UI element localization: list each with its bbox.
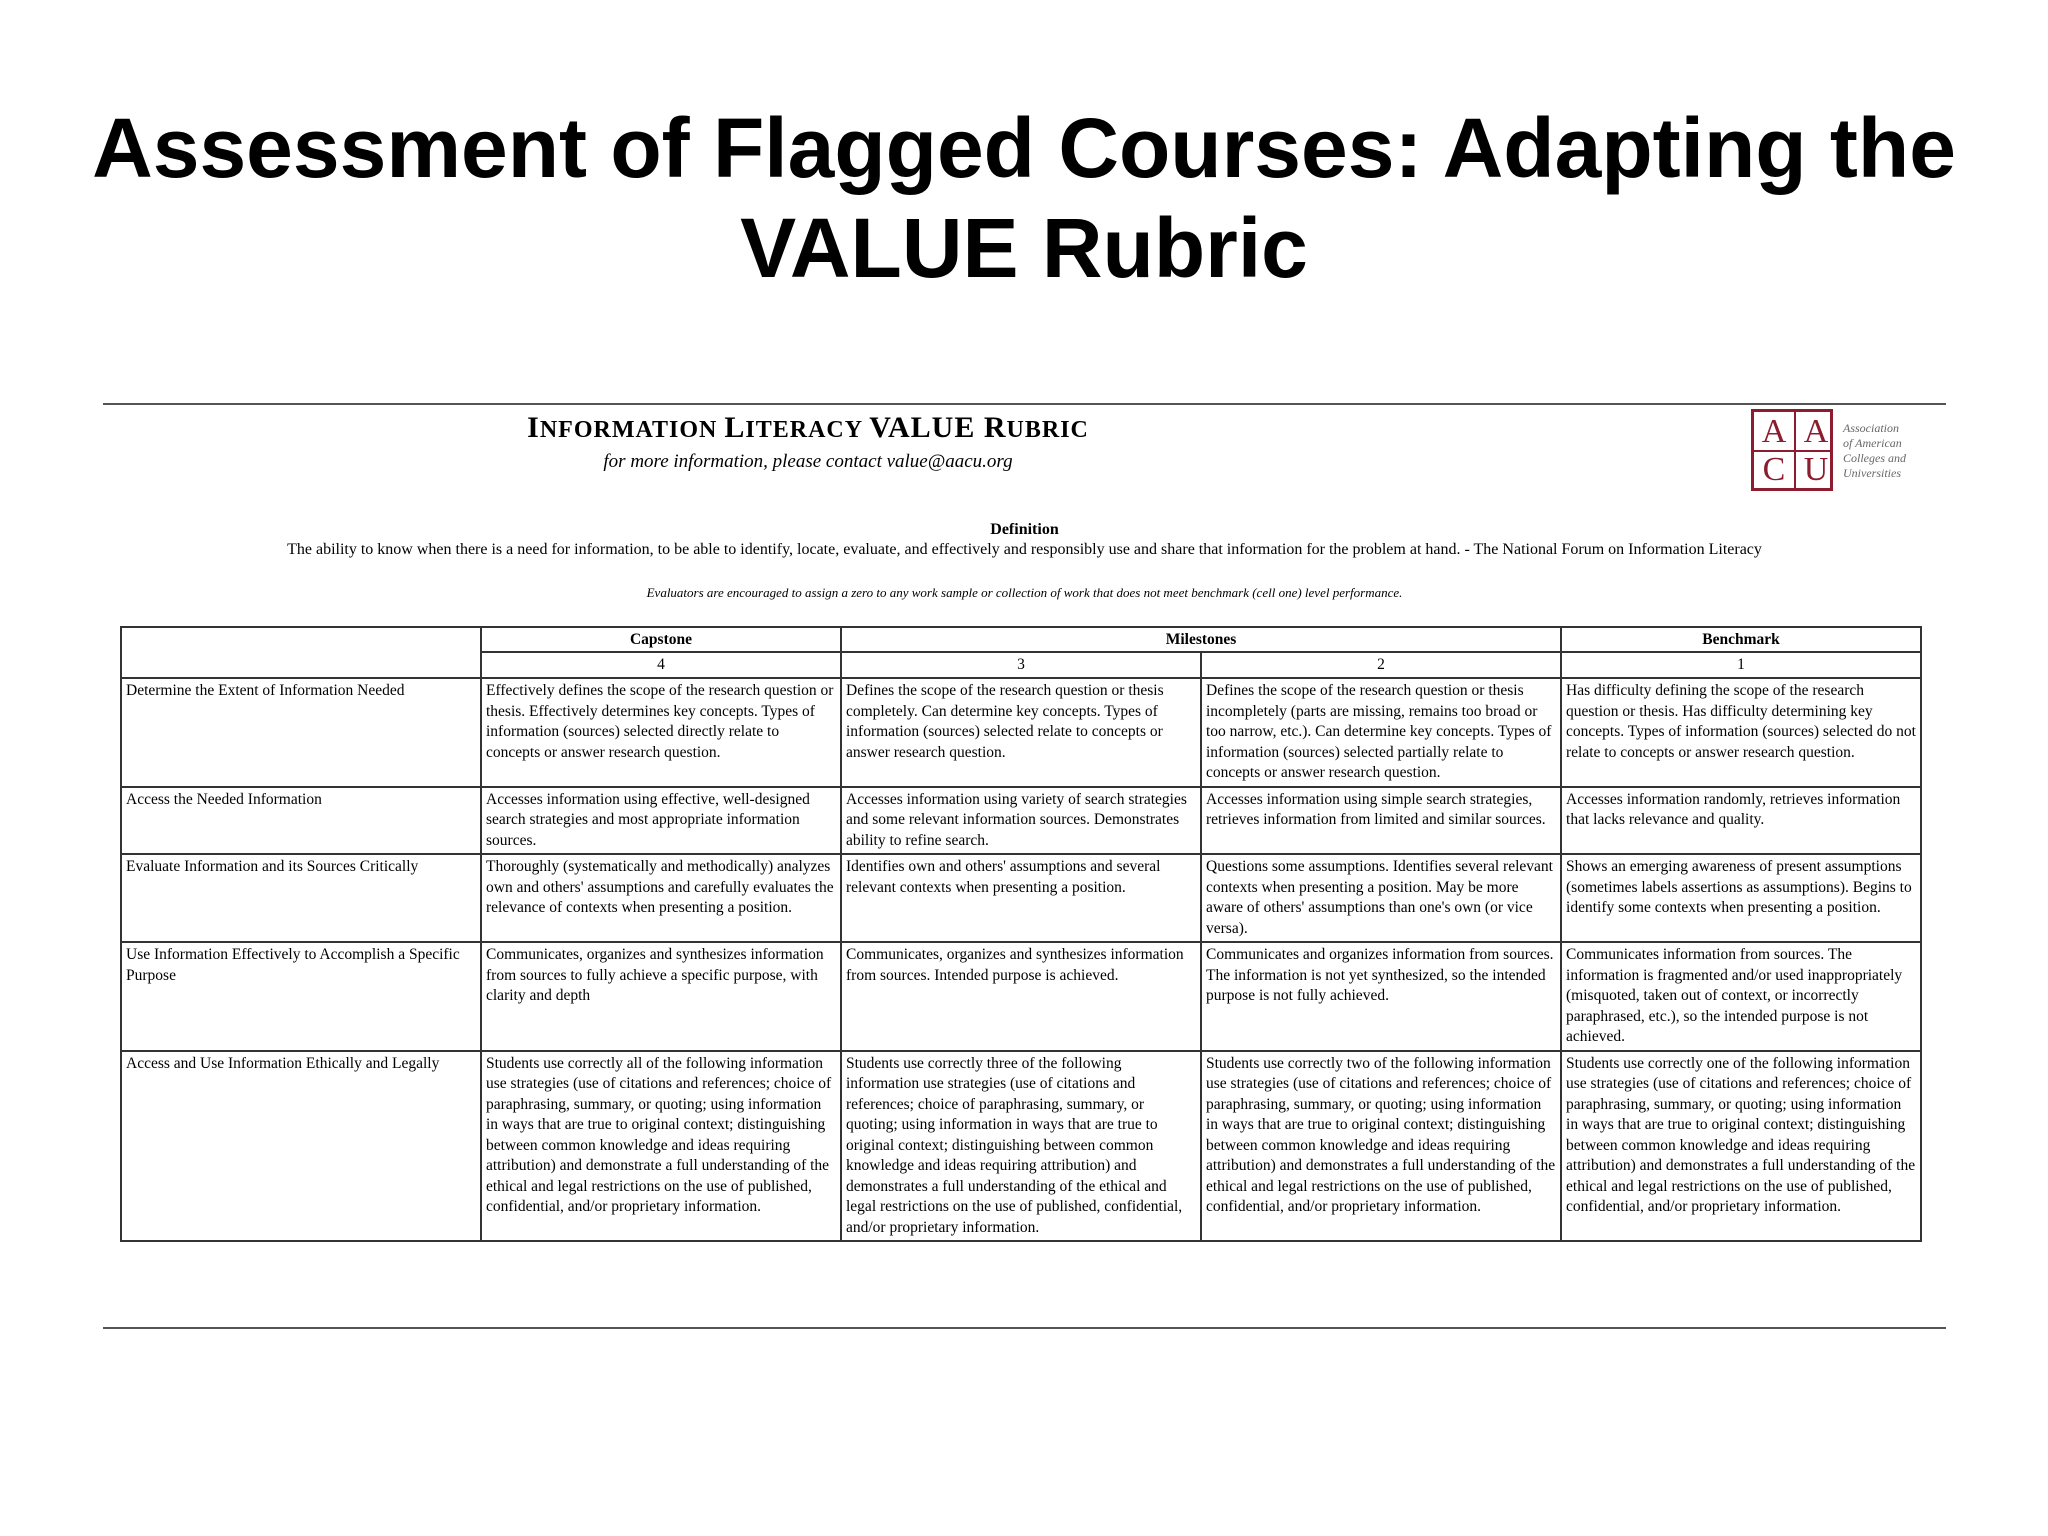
table-cell: Accesses information using simple search strategies, retrieves information from limited and similar sources. [1201,787,1561,855]
table-cell: Questions some assumptions. Identifies several relevant contexts when presenting a position. May be more aware of others' assumptions than one's own (or vice versa). [1201,854,1561,942]
table-cell: Accesses information using effective, well-designed search strategies and most appropriate information sources. [481,787,841,855]
level-1: 1 [1561,652,1921,679]
header-capstone: Capstone [481,627,841,652]
logo-text-line: Universities [1843,466,1901,480]
table-cell: Students use correctly two of the following information use strategies (use of citations and references; choice of paraphrasing, summary, or quoting; using information in ways that are true to original context; distinguishing between common knowledge and ideas requiring attribution) and demonstrates a full understanding of the ethical and legal restrictions on the use of published, confidential, and/or proprietary information. [1201,1051,1561,1242]
rubric-title-part: NFORMATION [539,417,725,443]
logo-letter: U [1794,450,1836,490]
bottom-divider [103,1327,1946,1329]
logo-text-line: Colleges and [1843,451,1906,465]
header-benchmark: Benchmark [1561,627,1921,652]
table-cell: Accesses information using variety of search strategies and some relevant information sources. Demonstrates ability to refine search. [841,787,1201,855]
table-row [121,942,1921,1051]
criterion-label: Use Information Effectively to Accomplish a Specific Purpose [121,942,481,1051]
table-cell: Defines the scope of the research question or thesis incompletely (parts are missing, remains too broad or too narrow, etc.). Can determine key concepts. Types of information (sources) selected partially relate to concepts or answer research question. [1201,678,1561,787]
logo-letter: A [1794,412,1836,452]
table-cell: Communicates information from sources. The information is fragmented and/or used inappropriately (misquoted, taken out of context, or incorrectly paraphrased, etc.), so the intended purpose is not achieved. [1561,942,1921,1051]
rubric-title-part: UBRIC [1006,417,1089,443]
table-cell: Defines the scope of the research question or thesis completely. Can determine key concepts. Types of information (sources) selected relate to concepts or answer research question. [841,678,1201,787]
rubric-image [103,405,1946,1325]
table-cell: Students use correctly one of the following information use strategies (use of citations and references; choice of paraphrasing, summary, or quoting; using information in ways that are true to original context; distinguishing between common knowledge and ideas requiring attribution) and demonstrates a full understanding of the ethical and legal restrictions on the use of published, confidential, and/or proprietary information. [1561,1051,1921,1242]
logo-text-line: Association [1843,421,1899,435]
rubric-title-part: R [983,411,1007,444]
rubric-title-part: VALUE [869,411,984,444]
level-2: 2 [1201,652,1561,679]
table-row [121,678,1921,787]
slide-title [0,98,2048,298]
table-cell: Shows an emerging awareness of present assumptions (sometimes labels assertions as assumptions). Begins to identify some contexts when presenting a position. [1561,854,1921,942]
level-4: 4 [481,652,841,679]
logo-letter: A [1761,413,1787,450]
criterion-label: Evaluate Information and its Sources Critically [121,854,481,942]
logo-text-line: of American [1843,436,1902,450]
table-cell: Thoroughly (systematically and methodically) analyzes own and others' assumptions and carefully evaluates the relevance of contexts when presenting a position. [481,854,841,942]
table-cell: Communicates, organizes and synthesizes information from sources to fully achieve a specific purpose, with clarity and depth [481,942,841,1051]
aacu-logo-mark [1751,409,1833,491]
header-row [121,627,1921,652]
definition-heading: Definition [990,521,1059,538]
criterion-label: Access the Needed Information [121,787,481,855]
definition-text: The ability to know when there is a need for information, to be able to identify, locate, evaluate, and effectively and responsibly use and share that information for the problem at hand. - The National Forum on Information Literacy [287,541,1762,558]
table-cell: Identifies own and others' assumptions and several relevant contexts when presenting a position. [841,854,1201,942]
rubric-contact: for more information, please contact value@aacu.org [603,451,1013,472]
slide-title-line-1: Assessment of Flagged Courses: Adapting the [92,101,1956,195]
aacu-logo-text [1843,421,1943,481]
table-cell: Communicates, organizes and synthesizes information from sources. Intended purpose is achieved. [841,942,1201,1051]
rubric-table [120,626,1922,1242]
rubric-title-part: ITERACY [745,417,870,443]
slide-title-line-2: VALUE Rubric [740,201,1308,295]
criterion-label: Determine the Extent of Information Needed [121,678,481,787]
table-row [121,787,1921,855]
table-cell: Has difficulty defining the scope of the research question or thesis. Has difficulty determining key concepts. Types of information (sources) selected do not relate to concepts or answer research question. [1561,678,1921,787]
rubric-title [103,411,1513,445]
table-row [121,854,1921,942]
table-cell: Students use correctly all of the following information use strategies (use of citations and references; choice of paraphrasing, summary, or quoting; using information in ways that are true to original context; distinguishing between common knowledge and ideas requiring attribution) and demonstrate a full understanding of the ethical and legal restrictions on the use of published, confidential, and/or proprietary information. [481,1051,841,1242]
table-row [121,1051,1921,1242]
aacu-logo [1751,409,1941,499]
table-cell: Communicates and organizes information from sources. The information is not yet synthesized, so the intended purpose is not fully achieved. [1201,942,1561,1051]
header-corner [121,627,481,678]
table-cell: Accesses information randomly, retrieves information that lacks relevance and quality. [1561,787,1921,855]
table-cell: Effectively defines the scope of the research question or thesis. Effectively determines key concepts. Types of information (sources) selected directly relate to concepts or answer research question. [481,678,841,787]
table-cell: Students use correctly three of the following information use strategies (use of citations and references; choice of paraphrasing, summary, or quoting; using information in ways that are true to original context; distinguishing between common knowledge and ideas requiring attribution) and demonstrates a full understanding of the ethical and legal restrictions on the use of published, confidential, and/or proprietary information. [841,1051,1201,1242]
level-3: 3 [841,652,1201,679]
logo-letter: C [1762,451,1786,488]
evaluators-note: Evaluators are encouraged to assign a zero to any work sample or collection of work that does not meet benchmark (cell one) level performance. [646,585,1403,600]
rubric-title-part: L [724,411,746,444]
header-milestones: Milestones [841,627,1561,652]
rubric-title-part: I [527,411,540,444]
criterion-label: Access and Use Information Ethically and Legally [121,1051,481,1242]
